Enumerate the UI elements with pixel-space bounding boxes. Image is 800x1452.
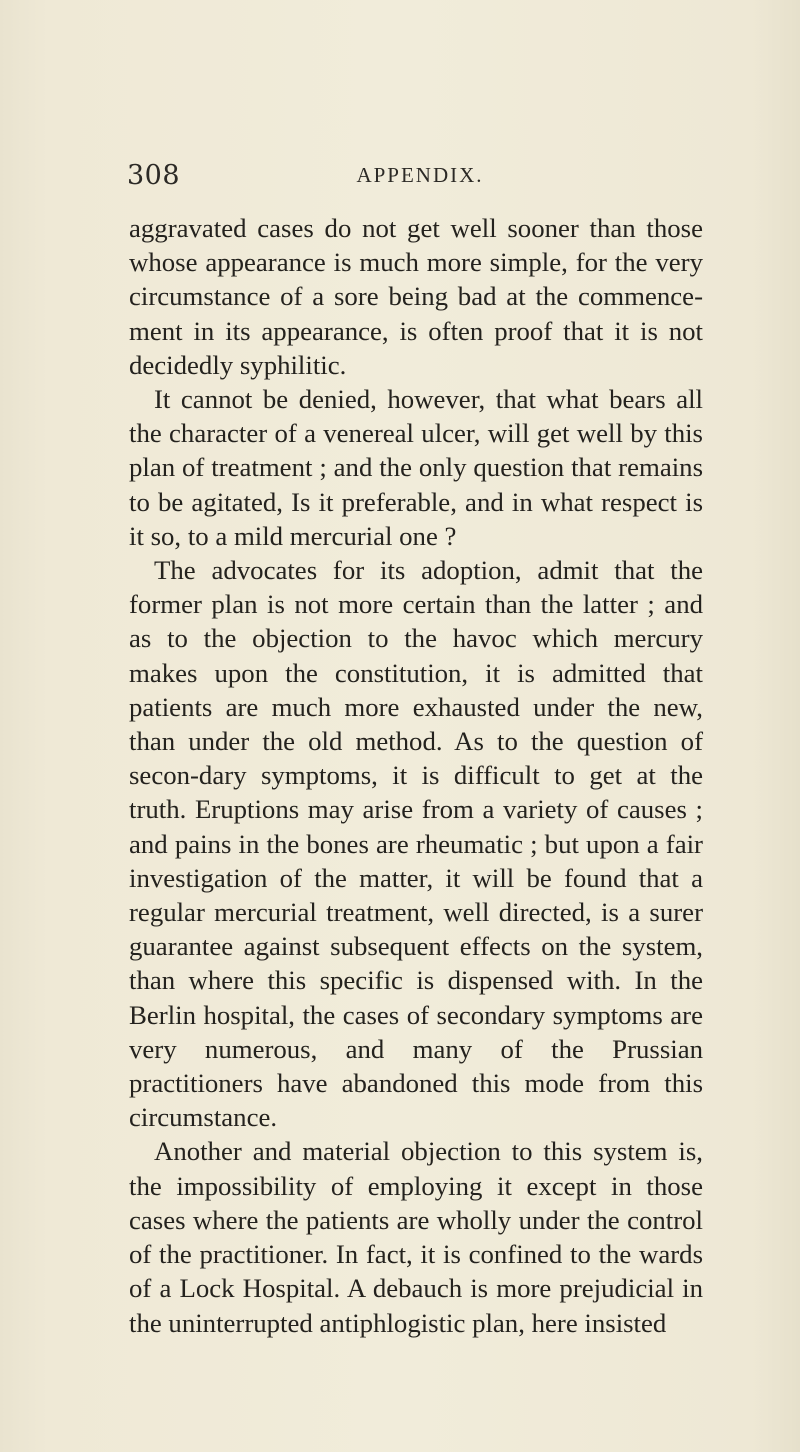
page-number: 308 (127, 160, 181, 191)
paragraph-objection: Another and material objection to this system is, the impossibility of employing it except in those cases where the patients are wholly under the control of the practitioner. In fact, it is confined to the wards of a Lock Hospital. A debauch is more prejudicial in the uninterrupted antiphlogistic plan, here insisted (129, 1136, 703, 1338)
paragraph-denied: It cannot be denied, however, that what bears all the character of a venereal ulcer, will get well by this plan of treatment ; and the only question that remains to be agitated, Is it preferable, and in what respect is it so, to a mild mercurial one ? (129, 384, 703, 551)
body-text (129, 211, 703, 1340)
paragraph-continuation: aggravated cases do not get well sooner than those whose appearance is much more simple, for the very circumstance of a sore being bad at the commence-ment in its appearance, is often proof that it is not decidedly syphilitic. (129, 213, 703, 380)
paragraph-advocates: The advocates for its adoption, admit that the former plan is not more certain than the latter ; and as to the objection to the havoc which mercury makes upon the constitution, it is admitted that patients are much more exhausted under the new, than under the old method. As to the question of secon-dary symptoms, it is difficult to get at the truth. Eruptions may arise from a variety of causes ; and pains in the bones are rheumatic ; but upon a fair investigation of the matter, it will be found that a regular mercurial treatment, well directed, is a surer guarantee against subsequent effects on the system, than where this specific is dispensed with. In the Berlin hospital, the cases of secondary symptoms are very numerous, and many of the Prussian practitioners have abandoned this mode from this circumstance. (129, 555, 703, 1133)
page-header (0, 160, 800, 200)
running-head: APPENDIX. (356, 163, 484, 187)
